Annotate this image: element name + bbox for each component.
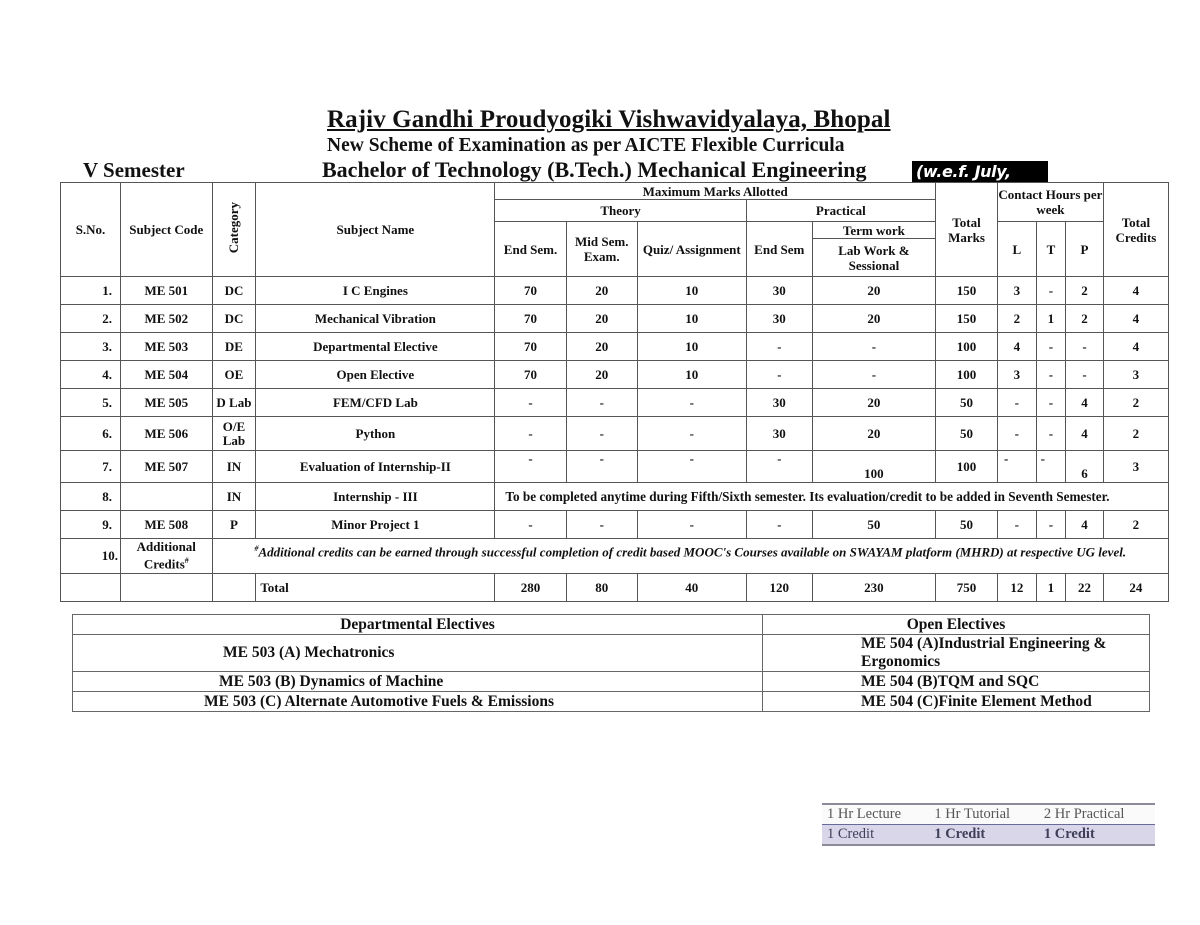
legend-practical-credit: 1 Credit (1039, 825, 1155, 846)
header-end-sem: End Sem. (495, 222, 566, 277)
cell-practical-end: - (746, 361, 812, 389)
cell-category: P (212, 511, 256, 539)
cell-p: 2 (1066, 305, 1104, 333)
cell-subject-name: Open Elective (256, 361, 495, 389)
header-l: L (998, 222, 1037, 277)
cell-total-marks: 150 (935, 277, 997, 305)
cell-mid-sem: - (566, 389, 637, 417)
legend-lecture-credit: 1 Credit (822, 825, 929, 846)
table-row (61, 417, 1169, 451)
cell-sno: 6. (61, 417, 121, 451)
departmental-elective-item: ME 503 (C) Alternate Automotive Fuels & Emissions (73, 692, 763, 712)
category-label: Category (226, 202, 242, 254)
cell-total-marks: 100 (935, 361, 997, 389)
cell-code: ME 504 (121, 361, 213, 389)
scheme-table (60, 182, 1169, 602)
table-row (61, 361, 1169, 389)
hash-mark: # (254, 544, 259, 553)
cell-sno: 5. (61, 389, 121, 417)
cell-quiz: - (637, 511, 746, 539)
cell-mid-sem: - (566, 451, 637, 483)
cell-credits: 4 (1103, 333, 1168, 361)
cell-quiz: 10 (637, 305, 746, 333)
cell-credits: 2 (1103, 389, 1168, 417)
cell-mid-sem: 20 (566, 361, 637, 389)
cell-code: ME 505 (121, 389, 213, 417)
university-title: Rajiv Gandhi Proudyogiki Vishwavidyalaya, Bhopal (327, 106, 891, 133)
cell-p: 2 (1066, 277, 1104, 305)
cell-total-quiz: 40 (637, 574, 746, 602)
cell-end-sem: 70 (495, 333, 566, 361)
cell-quiz: - (637, 417, 746, 451)
cell-sno: 7. (61, 451, 121, 483)
header-theory: Theory (495, 200, 746, 222)
cell-total-marks: 50 (935, 511, 997, 539)
cell-practical-end: - (746, 333, 812, 361)
header-total-credits: Total Credits (1103, 183, 1168, 277)
credit-legend-table (822, 803, 1155, 846)
cell-t: - (1036, 361, 1066, 389)
departmental-elective-item: ME 503 (B) Dynamics of Machine (73, 672, 763, 692)
departmental-electives-title: Departmental Electives (73, 615, 763, 635)
cell-code: ME 507 (121, 451, 213, 483)
cell-total-label: Total (256, 574, 495, 602)
cell-credits: 4 (1103, 277, 1168, 305)
cell-l: 3 (998, 361, 1037, 389)
cell-p: 4 (1066, 417, 1104, 451)
cell-quiz: - (637, 389, 746, 417)
departmental-elective-item: ME 503 (A) Mechatronics (73, 635, 763, 672)
header-max-marks: Maximum Marks Allotted (495, 183, 936, 200)
hash-mark: # (184, 556, 189, 566)
totals-row (61, 574, 1169, 602)
cell-l: 3 (998, 277, 1037, 305)
cell-subject-name: Python (256, 417, 495, 451)
cell-code (121, 483, 213, 511)
scheme-title: New Scheme of Examination as per AICTE Flexible Curricula (327, 135, 845, 156)
header-practical: Practical (746, 200, 935, 222)
mooc-note-text: Additional credits can be earned through successful completion of credit based MOOC's Courses available on SWAYAM platform (MHRD) at respective UG level. (258, 544, 1127, 560)
cell-total-marks: 100 (935, 333, 997, 361)
cell-sno: 8. (61, 483, 121, 511)
cell-empty (212, 574, 256, 602)
cell-quiz: 10 (637, 333, 746, 361)
table-row (61, 389, 1169, 417)
legend-lecture-hours: 1 Hr Lecture (822, 804, 929, 825)
cell-credits: 3 (1103, 361, 1168, 389)
header-p: P (1066, 222, 1104, 277)
cell-p: - (1066, 333, 1104, 361)
cell-sno: 1. (61, 277, 121, 305)
header-total-marks: Total Marks (935, 183, 997, 277)
open-electives-title: Open Electives (763, 615, 1150, 635)
cell-t: - (1036, 389, 1066, 417)
additional-credits-label: Additional Credits (136, 539, 196, 572)
cell-practical-end: 30 (746, 277, 812, 305)
cell-category: OE (212, 361, 256, 389)
cell-total-marks: 50 (935, 417, 997, 451)
header-contact-hours: Contact Hours per week (998, 183, 1104, 222)
cell-category: IN (212, 451, 256, 483)
cell-quiz: 10 (637, 277, 746, 305)
cell-category: DC (212, 277, 256, 305)
cell-quiz: - (637, 451, 746, 483)
table-row (61, 451, 1169, 483)
cell-t: - (1036, 417, 1066, 451)
cell-subject-name: Evaluation of Internship-II (256, 451, 495, 483)
cell-total-marks: 150 (935, 305, 997, 333)
cell-lab-work: 20 (812, 389, 935, 417)
cell-practical-end: 30 (746, 389, 812, 417)
cell-p: 6 (1066, 451, 1104, 483)
cell-sno: 2. (61, 305, 121, 333)
cell-end-sem: 70 (495, 277, 566, 305)
cell-mid-sem: 20 (566, 333, 637, 361)
cell-practical-end: 30 (746, 417, 812, 451)
cell-t: - (1036, 277, 1066, 305)
cell-total-practical-end: 120 (746, 574, 812, 602)
cell-practical-end: 30 (746, 305, 812, 333)
open-elective-item: ME 504 (B)TQM and SQC (763, 672, 1150, 692)
cell-total-p: 22 (1066, 574, 1104, 602)
header-category (212, 183, 256, 277)
cell-category: D Lab (212, 389, 256, 417)
cell-total-marks: 100 (935, 451, 997, 483)
cell-mid-sem: 20 (566, 305, 637, 333)
cell-lab-work: 20 (812, 305, 935, 333)
legend-tutorial-credit: 1 Credit (929, 825, 1039, 846)
table-row (61, 539, 1169, 574)
cell-total-end-sem: 280 (495, 574, 566, 602)
cell-category: IN (212, 483, 256, 511)
cell-subject-name: Departmental Elective (256, 333, 495, 361)
cell-total-lab-work: 230 (812, 574, 935, 602)
cell-end-sem: 70 (495, 361, 566, 389)
header-practical-end-sem: End Sem (746, 222, 812, 277)
cell-code (121, 539, 213, 574)
cell-code: ME 502 (121, 305, 213, 333)
cell-sno: 3. (61, 333, 121, 361)
cell-end-sem: - (495, 389, 566, 417)
header-subject-code: Subject Code (121, 183, 213, 277)
table-row (61, 305, 1169, 333)
header-t: T (1036, 222, 1066, 277)
header-sno: S.No. (61, 183, 121, 277)
semester-label: V Semester (83, 158, 185, 182)
open-elective-item: ME 504 (C)Finite Element Method (763, 692, 1150, 712)
cell-quiz: 10 (637, 361, 746, 389)
cell-total-mid-sem: 80 (566, 574, 637, 602)
cell-l: 2 (998, 305, 1037, 333)
cell-sno: 4. (61, 361, 121, 389)
table-row (61, 277, 1169, 305)
table-row (61, 333, 1169, 361)
cell-empty (61, 574, 121, 602)
cell-p: 4 (1066, 389, 1104, 417)
cell-end-sem: - (495, 511, 566, 539)
cell-code: ME 501 (121, 277, 213, 305)
legend-practical-hours: 2 Hr Practical (1039, 804, 1155, 825)
cell-p: 4 (1066, 511, 1104, 539)
cell-subject-name: I C Engines (256, 277, 495, 305)
cell-subject-name: Minor Project 1 (256, 511, 495, 539)
cell-subject-name: Mechanical Vibration (256, 305, 495, 333)
header-term-work: Term work (812, 222, 935, 239)
cell-l: - (998, 389, 1037, 417)
cell-empty (121, 574, 213, 602)
cell-t: 1 (1036, 305, 1066, 333)
cell-category: O/E Lab (212, 417, 256, 451)
cell-t: - (1036, 451, 1066, 483)
cell-credits: 4 (1103, 305, 1168, 333)
cell-lab-work: 50 (812, 511, 935, 539)
cell-end-sem: 70 (495, 305, 566, 333)
cell-lab-work: - (812, 333, 935, 361)
cell-lab-work: 100 (812, 451, 935, 483)
cell-credits: 2 (1103, 511, 1168, 539)
electives-table (72, 614, 1150, 712)
legend-tutorial-hours: 1 Hr Tutorial (929, 804, 1039, 825)
cell-practical-end: - (746, 511, 812, 539)
cell-l: - (998, 417, 1037, 451)
cell-l: - (998, 451, 1037, 483)
program-title: Bachelor of Technology (B.Tech.) Mechanical Engineering (322, 157, 867, 182)
cell-end-sem: - (495, 417, 566, 451)
cell-t: - (1036, 333, 1066, 361)
header-subject-name: Subject Name (256, 183, 495, 277)
cell-subject-name: FEM/CFD Lab (256, 389, 495, 417)
cell-credits: 2 (1103, 417, 1168, 451)
cell-category: DC (212, 305, 256, 333)
cell-p: - (1066, 361, 1104, 389)
cell-total-credits: 24 (1103, 574, 1168, 602)
cell-mid-sem: - (566, 417, 637, 451)
cell-practical-end: - (746, 451, 812, 483)
cell-total-marks: 50 (935, 389, 997, 417)
cell-total-t: 1 (1036, 574, 1066, 602)
table-row (61, 511, 1169, 539)
cell-lab-work: 20 (812, 417, 935, 451)
cell-mooc-note (212, 539, 1168, 574)
header-lab-work: Lab Work & Sessional (812, 239, 935, 277)
cell-code: ME 503 (121, 333, 213, 361)
table-row (61, 483, 1169, 511)
cell-end-sem: - (495, 451, 566, 483)
cell-code: ME 508 (121, 511, 213, 539)
cell-lab-work: - (812, 361, 935, 389)
cell-subject-name: Internship - III (256, 483, 495, 511)
cell-category: DE (212, 333, 256, 361)
cell-sno: 9. (61, 511, 121, 539)
cell-total-marks: 750 (935, 574, 997, 602)
cell-internship-note: To be completed anytime during Fifth/Sixth semester. Its evaluation/credit to be added in Seventh Semester. (495, 483, 1169, 511)
cell-t: - (1036, 511, 1066, 539)
cell-l: 4 (998, 333, 1037, 361)
effective-date-badge: (w.e.f. July, 2019) (912, 161, 1048, 182)
cell-mid-sem: 20 (566, 277, 637, 305)
open-elective-item: ME 504 (A)Industrial Engineering & Ergonomics (763, 635, 1150, 672)
cell-total-l: 12 (998, 574, 1037, 602)
cell-sno: 10. (61, 539, 121, 574)
header-quiz: Quiz/ Assignment (637, 222, 746, 277)
cell-mid-sem: - (566, 511, 637, 539)
cell-credits: 3 (1103, 451, 1168, 483)
header-mid-sem: Mid Sem. Exam. (566, 222, 637, 277)
cell-code: ME 506 (121, 417, 213, 451)
cell-lab-work: 20 (812, 277, 935, 305)
cell-l: - (998, 511, 1037, 539)
